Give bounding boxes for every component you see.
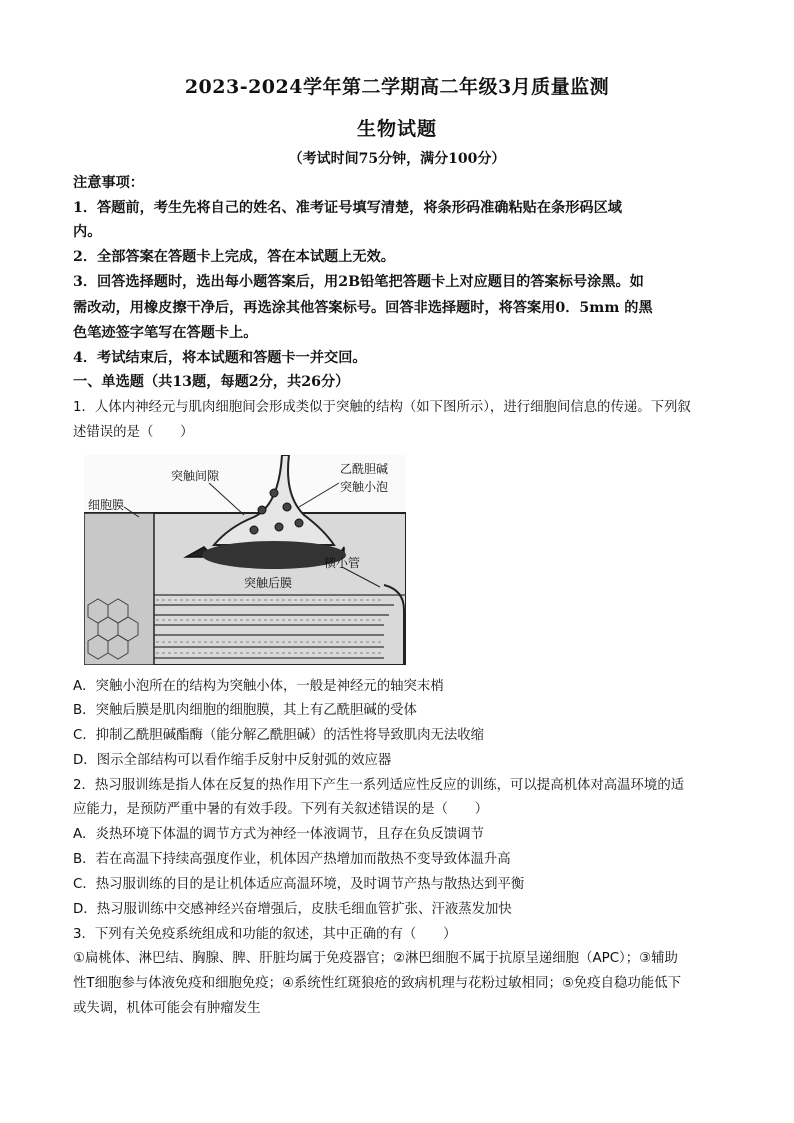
question-1-option-b: B．突触后膜是肌肉细胞的细胞膜，其上有乙酰胆碱的受体: [73, 703, 417, 718]
section-heading: 一、单选题（共13题，每题2分，共26分）: [73, 374, 350, 390]
notice-line: 色笔迹签字笔写在答题卡上。: [73, 325, 258, 341]
exam-info: （考试时间75分钟，满分100分）: [288, 151, 506, 167]
question-1-stem: 述错误的是（ ）: [73, 425, 194, 440]
notice-line: 3．回答选择题时，选出每小题答案后，用2B铅笔把答题卡上对应题目的答案标号涂黑。如: [73, 274, 644, 290]
question-3-stem: 或失调，机体可能会有肿瘤发生: [73, 1001, 261, 1016]
notice-line: 1．答题前，考生先将自己的姓名、准考证号填写清楚，将条形码准确粘贴在条形码区域: [73, 200, 622, 216]
question-2-option-d: D．热习服训练中交感神经兴奋增强后，皮肤毛细血管扩张、汗液蒸发加快: [73, 902, 512, 917]
question-3-stem: 3．下列有关免疫系统组成和功能的叙述，其中正确的有（ ）: [73, 927, 457, 942]
question-3-stem: ①扁桃体、淋巴结、胸腺、脾、肝脏均属于免疫器官；②淋巴细胞不属于抗原呈递细胞（APC）；③辅助: [73, 951, 678, 966]
question-1-option-a: A．突触小泡所在的结构为突触小体，一般是神经元的轴突末梢: [73, 679, 444, 694]
question-1-stem: 1．人体内神经元与肌肉细胞间会形成类似于突触的结构（如下图所示），进行细胞间信息的传递。下列叙: [73, 400, 691, 415]
question-2-option-a: A．炎热环境下体温的调节方式为神经一体液调节，且存在负反馈调节: [73, 827, 484, 842]
label-t-tubule: 横小管: [324, 556, 361, 570]
question-2-stem: 2．热习服训练是指人体在反复的热作用下产生一系列适应性反应的训练，可以提高机体对高温环境的适: [73, 778, 685, 793]
label-acetylcholine: 乙酰胆碱: [340, 462, 389, 476]
label-cell-membrane: 细胞膜: [88, 498, 125, 512]
question-1-option-c: C．抑制乙酰胆碱酯酶（能分解乙酰胆碱）的活性将导致肌肉无法收缩: [73, 728, 485, 743]
label-synaptic-vesicle: 突触小泡: [340, 480, 389, 494]
notice-line: 2．全部答案在答题卡上完成，答在本试题上无效。: [73, 249, 395, 265]
exam-title: 2023-2024学年第二学期高二年级3月质量监测: [184, 76, 610, 98]
synapse-figure: [84, 455, 406, 665]
question-2-option-b: B．若在高温下持续高强度作业，机体因产热增加而散热不变导致体温升高: [73, 852, 511, 867]
subject-title: 生物试题: [356, 118, 437, 140]
notice-line: 内。: [73, 224, 102, 240]
notice-line: 4．考试结束后，将本试题和答题卡一并交回。: [73, 350, 367, 366]
notice-line: 需改动，用橡皮擦干净后，再选涂其他答案标号。回答非选择题时，将答案用0．5mm 的黑: [73, 300, 653, 316]
question-1-option-d: D．图示全部结构可以看作缩手反射中反射弧的效应器: [73, 753, 392, 768]
question-2-option-c: C．热习服训练的目的是让机体适应高温环境，及时调节产热与散热达到平衡: [73, 877, 525, 892]
question-2-stem: 应能力，是预防严重中暑的有效手段。下列有关叙述错误的是（ ）: [73, 802, 489, 817]
label-postsynaptic-membrane: 突触后膜: [244, 576, 293, 590]
label-synaptic-cleft: 突触间隙: [171, 469, 220, 483]
question-3-stem: 性T细胞参与体液免疫和细胞免疫；④系统性红斑狼疮的致病机理与花粉过敏相同；⑤免疫自稳功能低下: [73, 976, 681, 991]
notice-heading: 注意事项：: [73, 175, 144, 191]
